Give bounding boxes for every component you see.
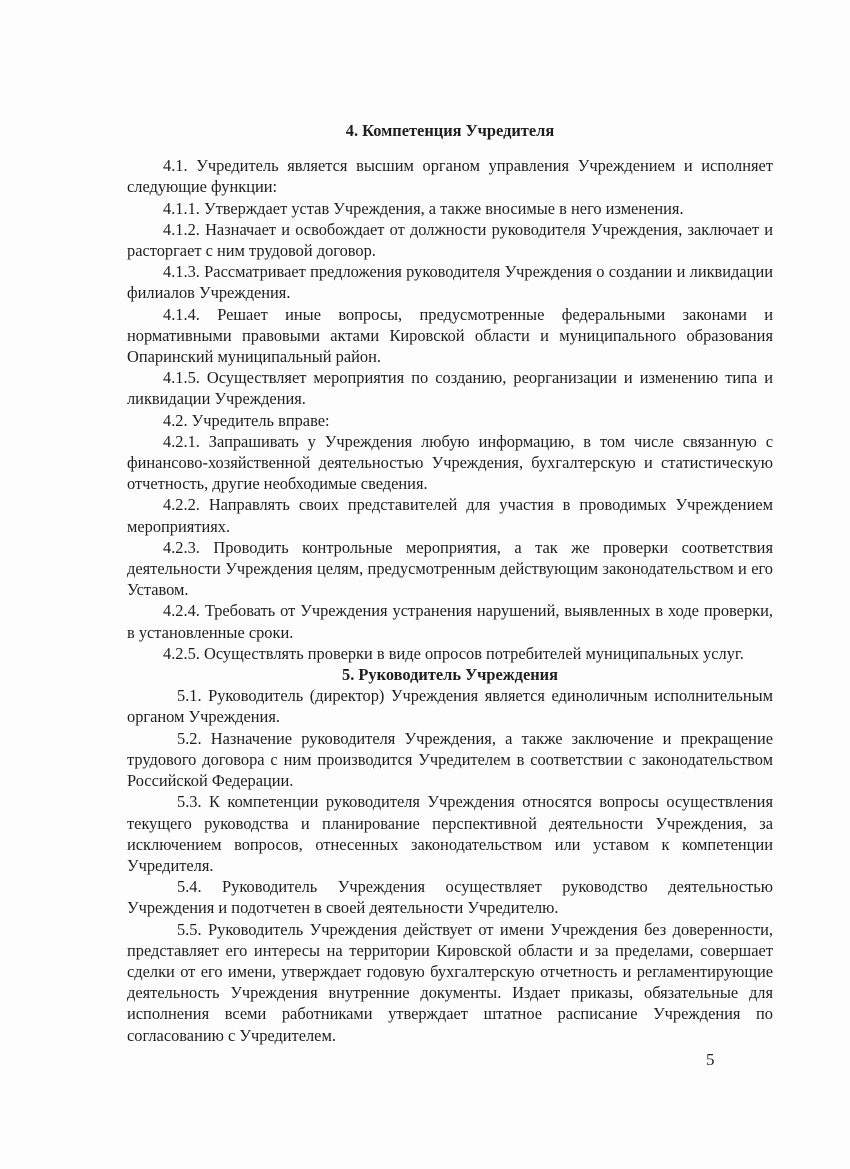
section-4-title: 4. Компетенция Учредителя bbox=[345, 121, 555, 140]
page-number: 5 bbox=[706, 1050, 715, 1069]
clause-4-2-2: 4.2.2. Направлять своих представителей для участия в проводимых Учреждением мероприятиях. bbox=[127, 495, 773, 536]
clause-4-2-3: 4.2.3. Проводить контрольные мероприятия, а так же проверки соответствия деятельности Учреждения целям, предусмотренным действующим законодательством и его Уставом. bbox=[127, 537, 773, 600]
clause-4-1-5: 4.1.5. Осуществляет мероприятия по созданию, реорганизации и изменению типа и ликвидации Учреждения. bbox=[127, 368, 773, 409]
clause-4-2-4: 4.2.4. Требовать от Учреждения устранения нарушений, выявленных в ходе проверки, в установленные сроки. bbox=[127, 601, 773, 642]
clause-4-1: 4.1. Учредитель является высшим органом управления Учреждением и исполняет следующие функции: bbox=[127, 156, 773, 197]
clause-5-1: 5.1. Руководитель (директор) Учреждения является единоличным исполнительным органом Учреждения. bbox=[127, 686, 773, 727]
page-content bbox=[127, 120, 773, 1046]
section-5-title: 5. Руководитель Учреждения bbox=[342, 665, 558, 685]
clause-5-5: 5.5. Руководитель Учреждения действует от имени Учреждения без доверенности, представляет его интересы на территории Кировской области и за пределами, совершает сделки от его имени, утверждает годовую бухгалтерскую отчетность и регламентирующие деятельность Учреждения внутренние документы. Издает приказы, обязательные для исполнения всеми работниками утверждает штатное расписание Учреждения по согласованию с Учредителем. bbox=[127, 919, 773, 1045]
clause-4-1-1: 4.1.1. Утверждает устав Учреждения, а также вносимые в него изменения. bbox=[163, 198, 684, 218]
clause-5-2: 5.2. Назначение руководителя Учреждения, а также заключение и прекращение трудового договора с ним производится Учредителем в соответствии с законодательством Российской Федерации. bbox=[127, 728, 773, 791]
clause-4-2: 4.2. Учредитель вправе: bbox=[163, 410, 330, 430]
clause-4-1-4: 4.1.4. Решает иные вопросы, предусмотренные федеральными законами и нормативными правовыми актами Кировской области и муниципального образования Опаринский муниципальный район. bbox=[127, 304, 773, 367]
clause-4-2-5: 4.2.5. Осуществлять проверки в виде опросов потребителей муниципальных услуг. bbox=[163, 643, 744, 663]
clause-5-4: 5.4. Руководитель Учреждения осуществляет руководство деятельностью Учреждения и подотчетен в своей деятельности Учредителю. bbox=[127, 877, 773, 918]
clause-4-1-3: 4.1.3. Рассматривает предложения руководителя Учреждения о создании и ликвидации филиалов Учреждения. bbox=[127, 262, 773, 303]
section-5-body bbox=[127, 685, 773, 1045]
clause-5-3: 5.3. К компетенции руководителя Учреждения относятся вопросы осуществления текущего руководства и планирование перспективной деятельности Учреждения, за исключением вопросов, отнесенных законодательством или уставом к компетенции Учредителя. bbox=[127, 792, 773, 875]
section-4-body bbox=[127, 155, 773, 664]
clause-4-1-2: 4.1.2. Назначает и освобождает от должности руководителя Учреждения, заключает и расторгает с ним трудовой договор. bbox=[127, 219, 773, 261]
clause-4-2-1: 4.2.1. Запрашивать у Учреждения любую информацию, в том числе связанную с финансово-хозяйственной деятельностью Учреждения, бухгалтерскую и статистическую отчетность, другие необходимые сведения. bbox=[127, 431, 773, 494]
